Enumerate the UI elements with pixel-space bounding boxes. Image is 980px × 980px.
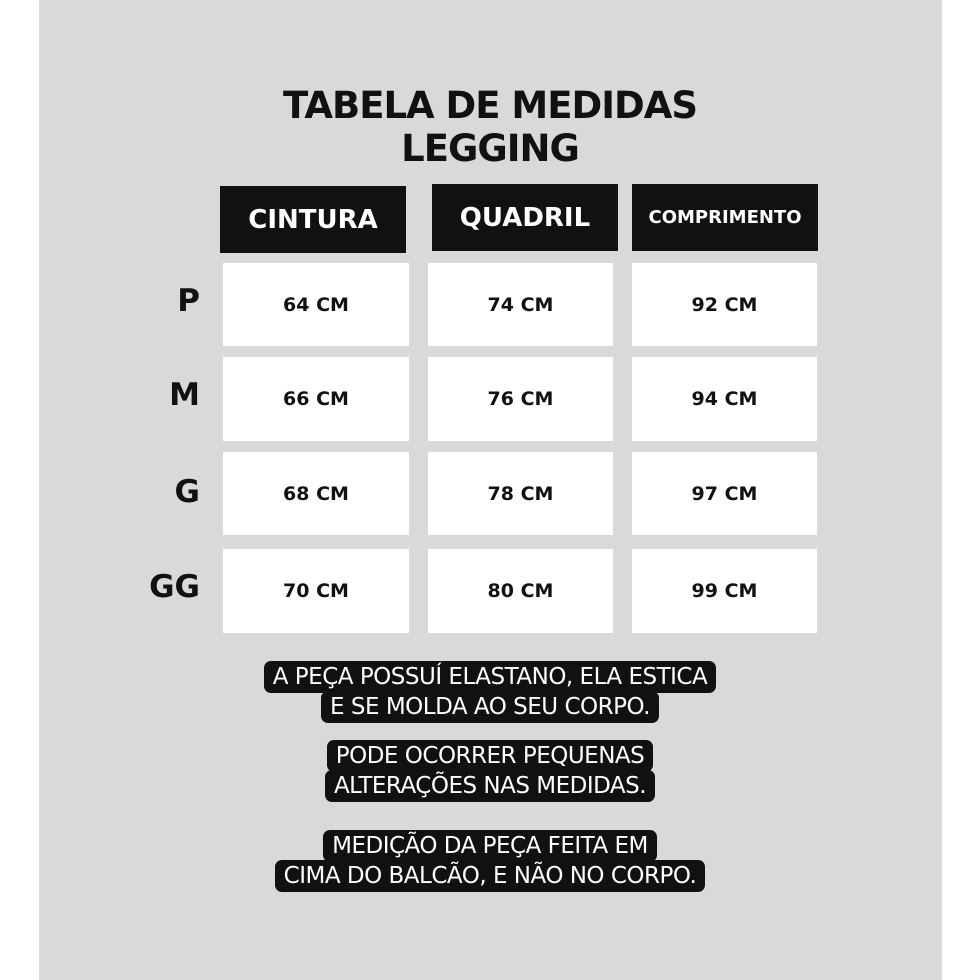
note-alteracoes-line-1: PODE OCORRER PEQUENAS	[0, 740, 980, 772]
table-cell: 80 CM	[428, 549, 613, 633]
title-line-1: TABELA DE MEDIDAS	[282, 84, 697, 127]
table-cell: 78 CM	[428, 452, 613, 535]
column-header-cintura: CINTURA	[220, 186, 406, 253]
table-cell: 68 CM	[223, 452, 409, 535]
note-alteracoes-line-2: ALTERAÇÕES NAS MEDIDAS.	[0, 770, 980, 802]
table-cell: 64 CM	[223, 263, 409, 346]
note-elastano-line-2: E SE MOLDA AO SEU CORPO.	[0, 691, 980, 723]
page-title	[0, 84, 980, 170]
title-line-2: LEGGING	[401, 127, 579, 170]
note-elastano-line-1: A PEÇA POSSUÍ ELASTANO, ELA ESTICA	[0, 661, 980, 693]
note-medicao-line-2: CIMA DO BALCÃO, E NÃO NO CORPO.	[0, 860, 980, 892]
column-header-quadril: QUADRIL	[432, 184, 618, 251]
table-cell: 76 CM	[428, 357, 613, 441]
table-cell: 70 CM	[223, 549, 409, 633]
table-cell: 92 CM	[632, 263, 817, 346]
size-label-p: P	[177, 283, 200, 319]
table-cell: 99 CM	[632, 549, 817, 633]
table-cell: 94 CM	[632, 357, 817, 441]
table-cell: 74 CM	[428, 263, 613, 346]
column-header-comprimento: COMPRIMENTO	[632, 184, 818, 251]
size-label-g: G	[174, 474, 200, 510]
table-cell: 66 CM	[223, 357, 409, 441]
note-medicao-line-1: MEDIÇÃO DA PEÇA FEITA EM	[0, 830, 980, 862]
size-label-m: M	[169, 377, 200, 413]
table-cell: 97 CM	[632, 452, 817, 535]
size-label-gg: GG	[149, 569, 200, 605]
